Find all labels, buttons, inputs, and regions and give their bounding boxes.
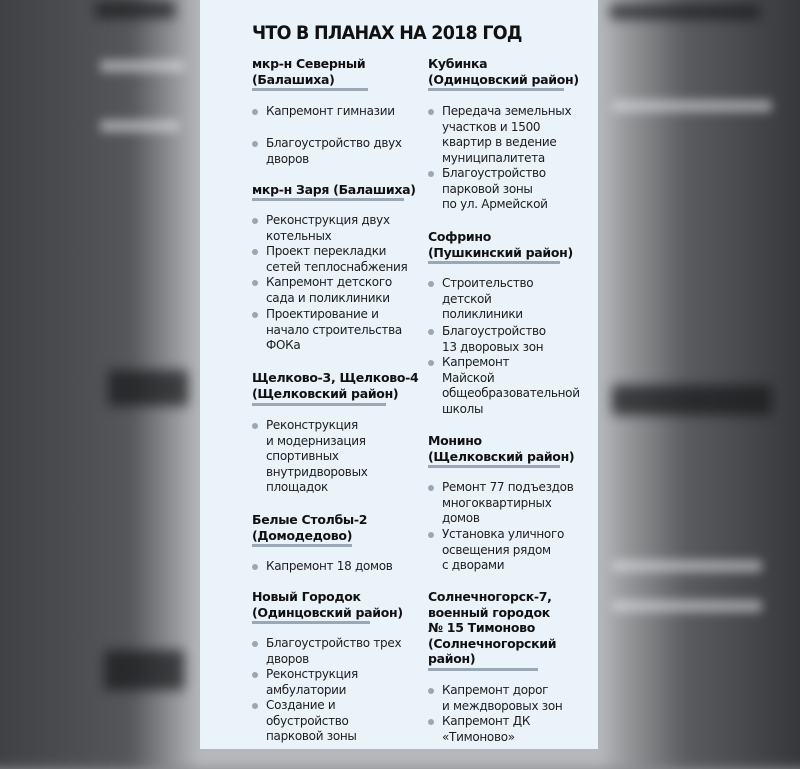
- bullet-icon: [428, 171, 434, 177]
- blurred-text-block: [95, 2, 175, 18]
- bullet-icon: [252, 423, 258, 429]
- blurred-text-block: [610, 5, 760, 19]
- bullet-icon: [252, 672, 258, 678]
- list-item-line: сада и поликлиники: [266, 290, 390, 305]
- bullet-icon: [252, 641, 258, 647]
- list-item-line: освещения рядом: [442, 542, 551, 557]
- list-item: [252, 104, 395, 120]
- section-heading: [252, 56, 365, 87]
- bullet-icon: [428, 532, 434, 538]
- list-item-line: Реконструкция: [266, 667, 358, 681]
- list-item-line: обустройство: [266, 713, 349, 728]
- list-item-line: 13 дворовых зон: [442, 339, 544, 354]
- blurred-text-block: [612, 600, 762, 612]
- section-heading: [252, 589, 403, 620]
- list-item-line: дворов: [266, 651, 309, 666]
- section-heading-line: мкр-н Северный: [252, 56, 366, 71]
- infographic-title: ЧТО В ПЛАНАХ НА 2018 ГОД: [252, 22, 522, 44]
- section-heading-line: Кубинка: [428, 56, 488, 71]
- list-item-line: Ремонт 77 подъездов: [442, 480, 574, 494]
- list-item-line: дворов: [266, 151, 309, 166]
- list-item-line: «Тимоново»: [442, 729, 515, 744]
- bullet-icon: [252, 141, 258, 147]
- section-heading-line: Софрино: [428, 229, 491, 244]
- list-item: [252, 698, 357, 745]
- list-item-line: общеобразовательной: [442, 386, 580, 400]
- section-heading-line: (Одинцовский район): [428, 71, 579, 87]
- blurred-text-block: [612, 385, 772, 415]
- list-item-line: Реконструкция двух: [266, 213, 390, 227]
- heading-underline: [252, 544, 352, 547]
- section-heading-line: мкр-н Заря (Балашиха): [252, 182, 416, 197]
- section-heading-line: Белые Столбы-2: [252, 512, 368, 527]
- heading-underline: [252, 198, 404, 201]
- list-item-line: Капремонт: [442, 355, 510, 369]
- list-item-line: Благоустройство двух: [266, 136, 402, 150]
- heading-underline: [428, 261, 560, 264]
- list-item: [252, 307, 402, 354]
- list-item: [252, 559, 393, 575]
- list-item-line: по ул. Армейской: [442, 197, 548, 211]
- list-item: [252, 213, 390, 244]
- blurred-text-block: [612, 560, 762, 572]
- bullet-icon: [428, 329, 434, 335]
- blurred-text-block: [108, 370, 188, 406]
- list-item-line: парковой зоны: [442, 181, 533, 196]
- list-item-line: и модернизация: [266, 433, 366, 448]
- list-item-line: школы: [442, 401, 484, 416]
- section-heading-line: военный городок: [428, 604, 550, 620]
- section-heading-line: № 15 Тимоново: [428, 620, 536, 635]
- list-item-line: и междворовых зон: [442, 698, 563, 713]
- list-item-line: с дворами: [442, 558, 505, 572]
- list-item: [428, 683, 562, 714]
- list-item-line: ФОКа: [266, 338, 301, 352]
- list-item-line: квартир в ведение: [442, 135, 557, 149]
- section-heading-line: район): [428, 651, 476, 666]
- bullet-icon: [428, 360, 434, 366]
- heading-underline: [252, 88, 368, 91]
- section-heading-line: Новый Городок: [252, 589, 361, 604]
- list-item-line: Благоустройство: [442, 324, 546, 338]
- list-item: [252, 275, 392, 306]
- list-item-line: Капремонт гимназии: [266, 104, 395, 118]
- list-item-line: Майской: [442, 370, 495, 385]
- heading-underline: [252, 403, 386, 406]
- bullet-icon: [252, 312, 258, 318]
- list-item-line: Благоустройство трех: [266, 636, 402, 650]
- bullet-icon: [252, 109, 258, 115]
- heading-underline: [428, 88, 564, 91]
- list-item-line: Создание и: [266, 698, 336, 712]
- list-item-line: поликлиники: [442, 307, 523, 321]
- list-item-line: Капремонт 18 домов: [266, 559, 393, 573]
- infographic-panel: [200, 0, 598, 749]
- bullet-icon: [252, 564, 258, 570]
- heading-underline: [428, 465, 560, 468]
- list-item: [252, 136, 402, 167]
- list-item-line: Проект перекладки: [266, 244, 387, 258]
- section-heading-line: (Щелковский район): [252, 385, 399, 401]
- list-item-line: спортивных: [266, 449, 339, 463]
- section-heading: [252, 182, 416, 198]
- list-item: [428, 166, 548, 213]
- list-item: [252, 244, 407, 275]
- list-item-line: парковой зоны: [266, 729, 357, 743]
- list-item-line: Строительство: [442, 276, 534, 290]
- section-heading-line: Монино: [428, 433, 482, 448]
- section-heading-line: (Щелковский район): [428, 448, 575, 464]
- blurred-text-block: [104, 650, 184, 690]
- list-item-line: начало строительства: [266, 322, 402, 337]
- list-item: [428, 104, 571, 166]
- list-item: [428, 527, 564, 574]
- section-heading: [428, 433, 574, 464]
- heading-underline: [252, 621, 370, 624]
- list-item: [252, 667, 358, 698]
- section-heading: [252, 512, 367, 543]
- list-item-line: амбулатории: [266, 682, 347, 697]
- section-heading: [252, 370, 418, 401]
- blurred-text-block: [612, 100, 772, 112]
- list-item-line: участков и 1500: [442, 119, 541, 134]
- bullet-icon: [252, 218, 258, 224]
- list-item-line: муниципалитета: [442, 150, 545, 165]
- list-item-line: Капремонт дорог: [442, 683, 549, 697]
- bullet-icon: [428, 281, 434, 287]
- list-item-line: сетей теплоснабжения: [266, 259, 408, 274]
- section-heading-line: (Солнечногорский: [428, 635, 557, 651]
- section-heading-line: (Пушкинский район): [428, 244, 573, 260]
- list-item: [428, 480, 574, 527]
- list-item: [428, 276, 533, 323]
- section-heading-line: (Одинцовский район): [252, 604, 403, 620]
- list-item: [428, 714, 530, 745]
- list-item: [428, 355, 580, 417]
- list-item: [252, 418, 368, 496]
- list-item-line: внутридворовых: [266, 464, 368, 479]
- list-item-line: котельных: [266, 228, 332, 243]
- list-item-line: Капремонт ДК: [442, 714, 531, 728]
- bullet-icon: [252, 703, 258, 709]
- bullet-icon: [428, 719, 434, 725]
- list-item: [428, 324, 546, 355]
- blurred-text-block: [100, 120, 180, 132]
- section-heading-line: Щелково-3, Щелково-4: [252, 370, 419, 385]
- section-heading: [428, 229, 573, 260]
- blurred-text-block: [100, 60, 185, 72]
- list-item-line: детской: [442, 291, 492, 306]
- list-item-line: домов: [442, 511, 480, 525]
- section-heading: [428, 56, 579, 87]
- section-heading-line: (Домодедово): [252, 527, 353, 543]
- list-item-line: Реконструкция: [266, 418, 358, 432]
- list-item-line: Передача земельных: [442, 104, 572, 118]
- list-item-line: Благоустройство: [442, 166, 546, 180]
- list-item-line: многоквартирных: [442, 495, 552, 510]
- list-item-line: площадок: [266, 480, 329, 494]
- bullet-icon: [428, 109, 434, 115]
- bullet-icon: [428, 485, 434, 491]
- section-heading: [428, 589, 556, 667]
- list-item-line: Капремонт детского: [266, 275, 392, 289]
- list-item-line: Проектирование и: [266, 307, 379, 321]
- list-item: [252, 636, 401, 667]
- section-heading-line: (Балашиха): [252, 71, 335, 87]
- bullet-icon: [252, 280, 258, 286]
- bullet-icon: [252, 249, 258, 255]
- section-heading-line: Солнечногорск-7,: [428, 589, 552, 604]
- list-item-line: Установка уличного: [442, 527, 565, 541]
- bullet-icon: [428, 688, 434, 694]
- heading-underline: [428, 668, 538, 671]
